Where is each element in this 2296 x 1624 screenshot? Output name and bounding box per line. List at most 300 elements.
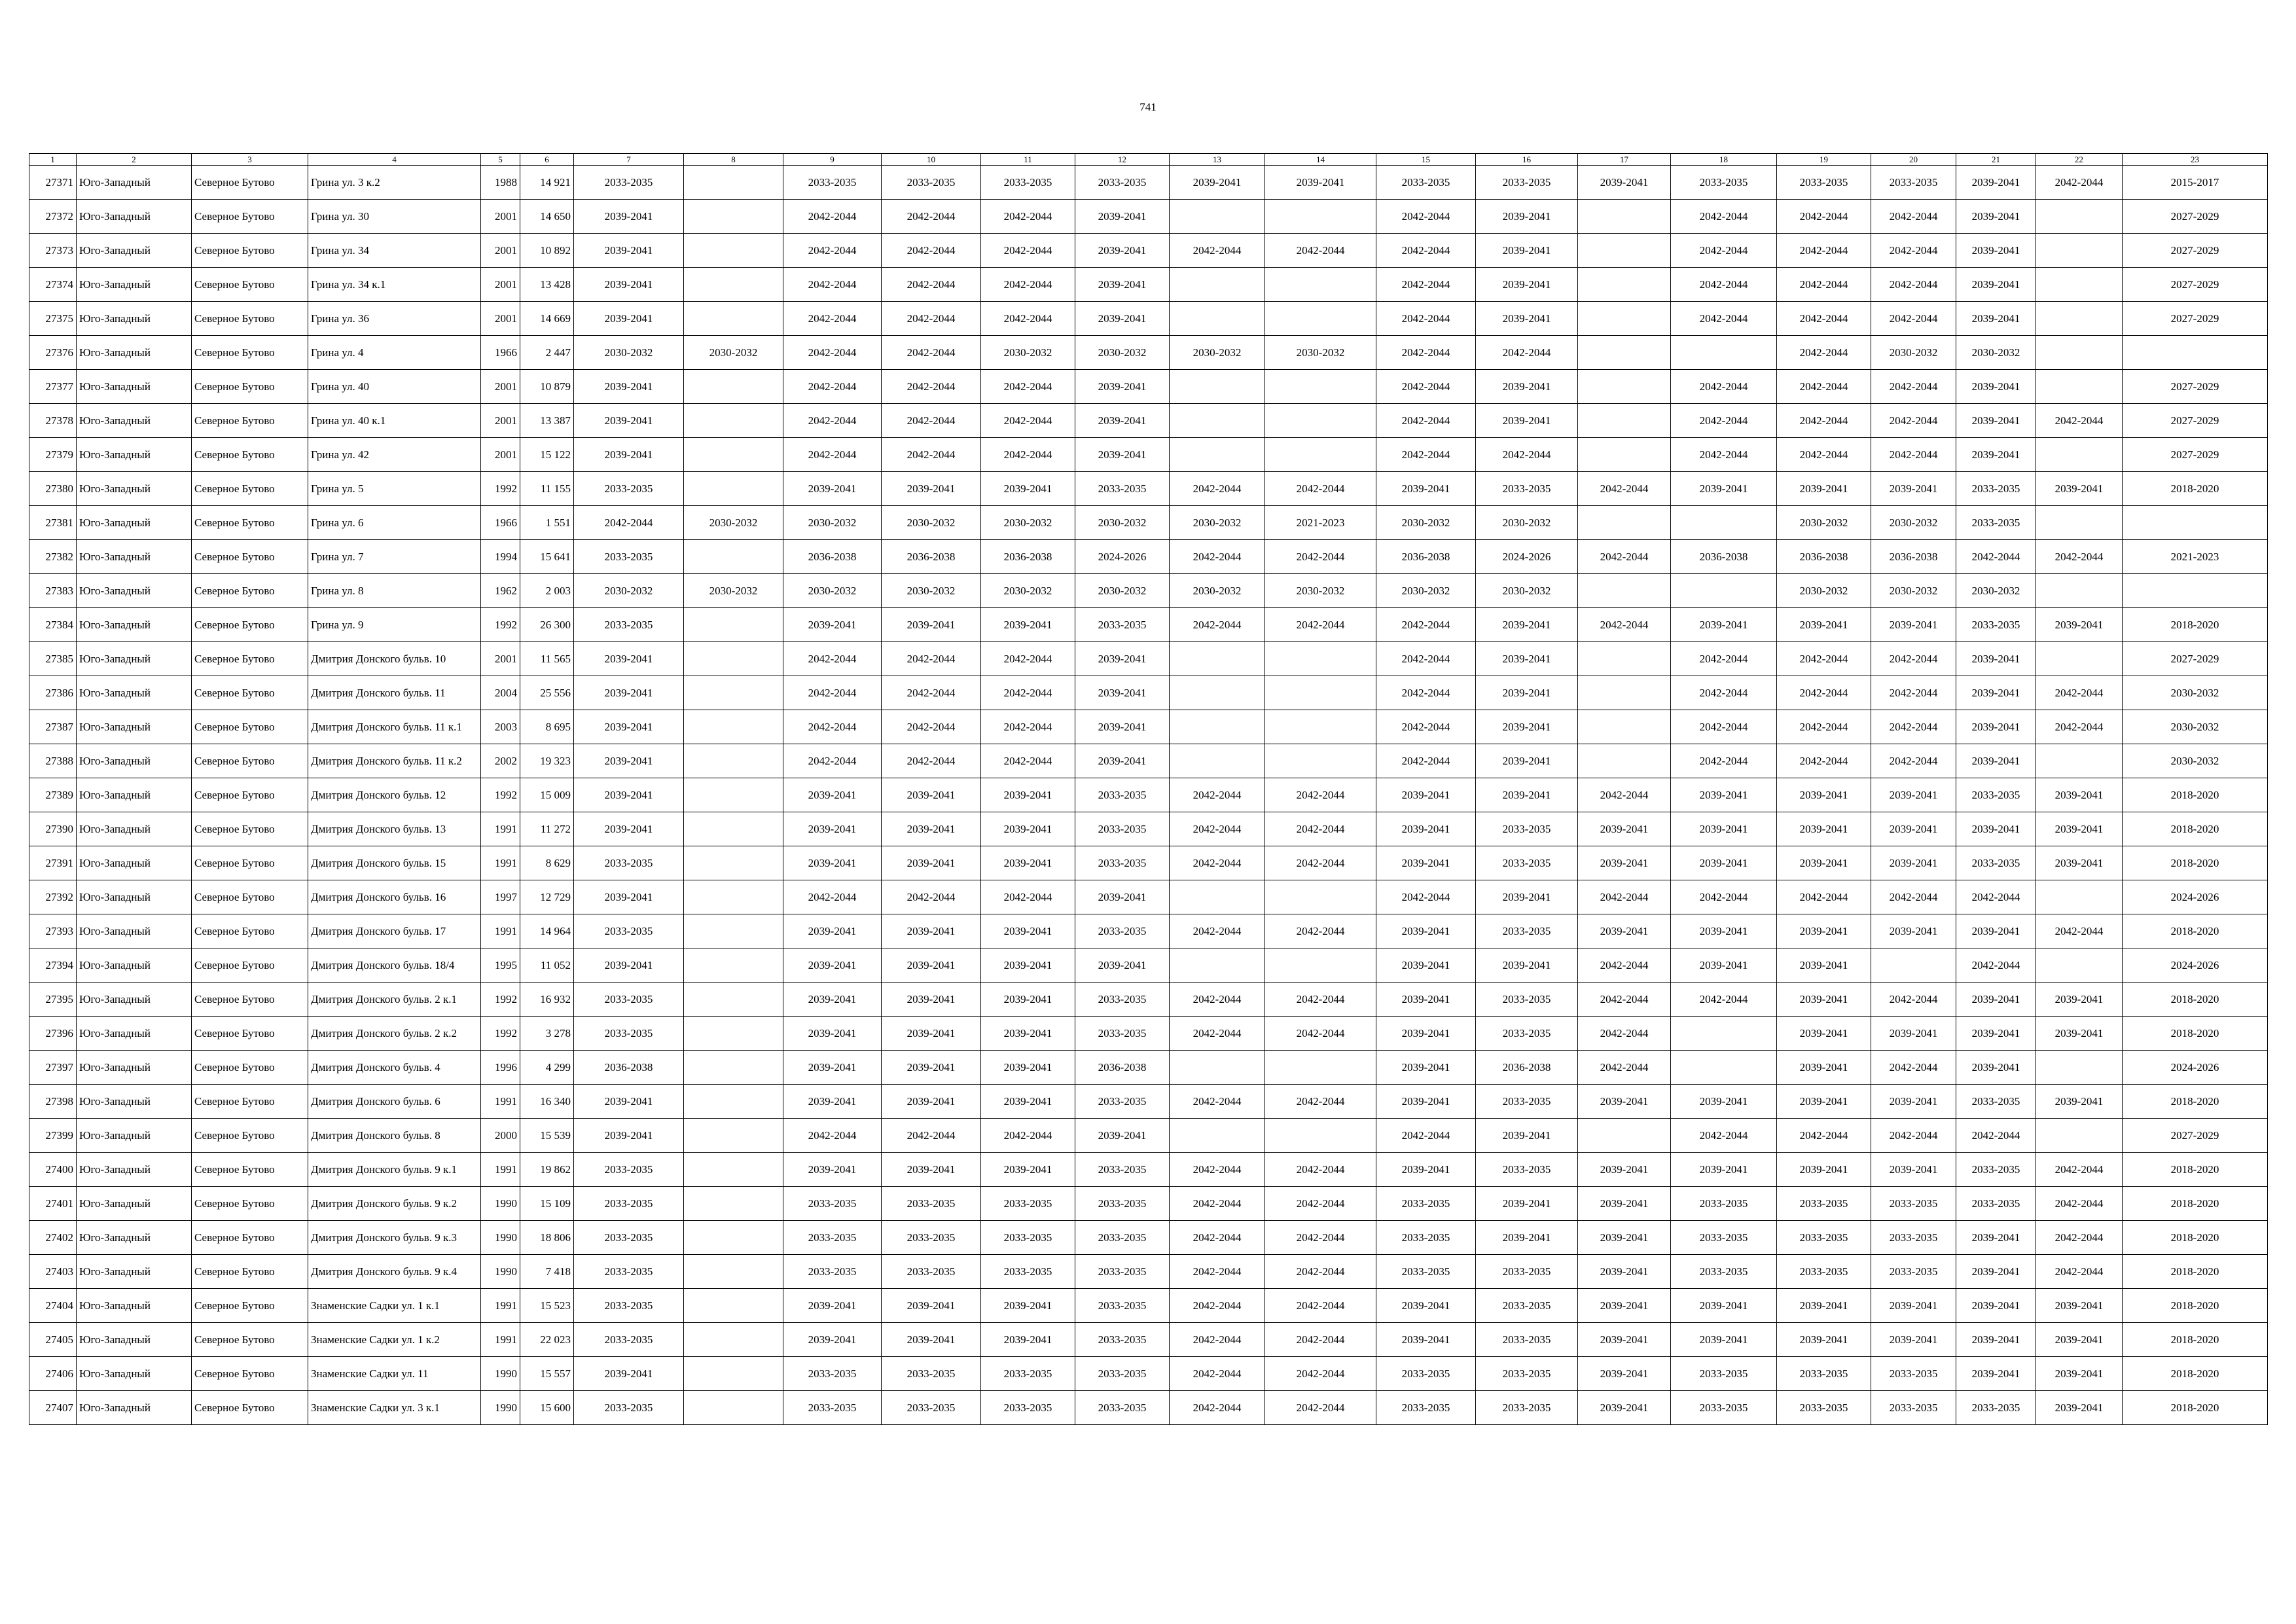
table-cell: 2042-2044 bbox=[1265, 846, 1376, 880]
table-cell: 2033-2035 bbox=[1476, 1289, 1578, 1323]
table-cell: 2039-2041 bbox=[1476, 404, 1578, 438]
table-cell: Северное Бутово bbox=[192, 506, 308, 540]
table-cell: 2000 bbox=[481, 1119, 520, 1153]
table-cell: 2024-2026 bbox=[1075, 540, 1170, 574]
table-cell: 1991 bbox=[481, 1323, 520, 1357]
table-cell: Северное Бутово bbox=[192, 846, 308, 880]
table-cell: 2042-2044 bbox=[1578, 880, 1671, 914]
table-cell: 2030-2032 bbox=[1956, 574, 2036, 608]
table-cell: 27372 bbox=[29, 200, 77, 234]
table-cell: 2042-2044 bbox=[1777, 200, 1871, 234]
table-cell bbox=[1671, 1051, 1777, 1085]
table-cell: Юго-Западный bbox=[77, 846, 192, 880]
table-cell: 2039-2041 bbox=[1075, 744, 1170, 778]
table-cell: 2039-2041 bbox=[1956, 166, 2036, 200]
table-cell: 2039-2041 bbox=[783, 1017, 882, 1051]
table-cell: 2039-2041 bbox=[2036, 608, 2123, 642]
table-cell: 2018-2020 bbox=[2123, 1221, 2268, 1255]
table-cell: 2039-2041 bbox=[574, 812, 684, 846]
table-cell: 2033-2035 bbox=[1956, 506, 2036, 540]
table-cell: 2042-2044 bbox=[981, 200, 1075, 234]
table-cell: 27398 bbox=[29, 1085, 77, 1119]
table-cell: 2039-2041 bbox=[2036, 778, 2123, 812]
table-cell: 2018-2020 bbox=[2123, 1391, 2268, 1425]
table-cell: 2033-2035 bbox=[574, 1221, 684, 1255]
table-cell: 2042-2044 bbox=[1170, 1085, 1265, 1119]
table-cell: 2042-2044 bbox=[2036, 1153, 2123, 1187]
table-cell: 2039-2041 bbox=[574, 200, 684, 234]
table-cell: 2033-2035 bbox=[1476, 983, 1578, 1017]
table-row bbox=[29, 336, 2268, 370]
table-cell: 2039-2041 bbox=[981, 472, 1075, 506]
table-row bbox=[29, 710, 2268, 744]
table-cell: Северное Бутово bbox=[192, 1187, 308, 1221]
table-cell: 2042-2044 bbox=[1265, 234, 1376, 268]
table-cell: 14 650 bbox=[520, 200, 574, 234]
table-row bbox=[29, 438, 2268, 472]
table-cell: 2039-2041 bbox=[882, 948, 981, 983]
column-number: 7 bbox=[574, 154, 684, 166]
table-cell: 2042-2044 bbox=[1170, 1153, 1265, 1187]
table-cell: 2042-2044 bbox=[1777, 744, 1871, 778]
table-row bbox=[29, 1255, 2268, 1289]
table-cell: 1990 bbox=[481, 1187, 520, 1221]
table-cell: 2030-2032 bbox=[882, 506, 981, 540]
table-cell: 2042-2044 bbox=[981, 404, 1075, 438]
table-cell: 2033-2035 bbox=[1476, 846, 1578, 880]
table-cell: 2027-2029 bbox=[2123, 438, 2268, 472]
table-cell: 2042-2044 bbox=[1777, 1119, 1871, 1153]
table-cell: 2036-2038 bbox=[1376, 540, 1476, 574]
table-cell: Дмитрия Донского бульв. 2 к.2 bbox=[308, 1017, 481, 1051]
table-cell: 2039-2041 bbox=[574, 302, 684, 336]
table-cell bbox=[684, 302, 783, 336]
column-number: 1 bbox=[29, 154, 77, 166]
table-cell: 2027-2029 bbox=[2123, 642, 2268, 676]
table-cell: 2033-2035 bbox=[1671, 166, 1777, 200]
table-cell: 27392 bbox=[29, 880, 77, 914]
table-cell bbox=[1265, 880, 1376, 914]
table-cell: 2039-2041 bbox=[1476, 302, 1578, 336]
table-cell: 2039-2041 bbox=[1578, 1255, 1671, 1289]
table-cell: 2033-2035 bbox=[981, 1187, 1075, 1221]
table-cell: 16 340 bbox=[520, 1085, 574, 1119]
table-cell bbox=[2036, 642, 2123, 676]
table-cell: 2039-2041 bbox=[1476, 744, 1578, 778]
table-cell: 2030-2032 bbox=[1075, 506, 1170, 540]
table-cell: 2042-2044 bbox=[882, 880, 981, 914]
table-cell: Юго-Западный bbox=[77, 1085, 192, 1119]
table-cell: 2030-2032 bbox=[1956, 336, 2036, 370]
table-cell: 2039-2041 bbox=[1075, 948, 1170, 983]
table-cell: 1991 bbox=[481, 812, 520, 846]
table-cell bbox=[2036, 744, 2123, 778]
table-cell: 15 109 bbox=[520, 1187, 574, 1221]
table-cell: 2039-2041 bbox=[1476, 642, 1578, 676]
table-cell: 2030-2032 bbox=[1777, 574, 1871, 608]
table-cell: 13 387 bbox=[520, 404, 574, 438]
table-cell bbox=[684, 166, 783, 200]
table-cell: 15 539 bbox=[520, 1119, 574, 1153]
table-cell: 2039-2041 bbox=[1376, 472, 1476, 506]
table-cell: Грина ул. 34 bbox=[308, 234, 481, 268]
table-cell: 2039-2041 bbox=[783, 1323, 882, 1357]
table-cell: Северное Бутово bbox=[192, 744, 308, 778]
table-cell: 2039-2041 bbox=[1671, 948, 1777, 983]
table-cell: Юго-Западный bbox=[77, 1323, 192, 1357]
table-cell: 2039-2041 bbox=[2036, 1357, 2123, 1391]
table-cell: 2033-2035 bbox=[1871, 1221, 1956, 1255]
table-cell: 2042-2044 bbox=[1265, 1221, 1376, 1255]
table-cell: 2039-2041 bbox=[981, 1051, 1075, 1085]
table-cell: 2039-2041 bbox=[1476, 710, 1578, 744]
table-cell: 2039-2041 bbox=[574, 268, 684, 302]
table-cell: 2030-2032 bbox=[684, 336, 783, 370]
table-row bbox=[29, 1187, 2268, 1221]
table-cell: 2042-2044 bbox=[1777, 438, 1871, 472]
table-cell: 2042-2044 bbox=[1777, 642, 1871, 676]
table-cell: Знаменские Садки ул. 1 к.1 bbox=[308, 1289, 481, 1323]
table-cell bbox=[1578, 744, 1671, 778]
table-cell: 2039-2041 bbox=[1578, 166, 1671, 200]
table-cell: 2042-2044 bbox=[1265, 1085, 1376, 1119]
table-cell bbox=[684, 983, 783, 1017]
table-cell: Северное Бутово bbox=[192, 983, 308, 1017]
table-cell: Северное Бутово bbox=[192, 472, 308, 506]
table-cell: 2039-2041 bbox=[1376, 846, 1476, 880]
table-cell: 19 862 bbox=[520, 1153, 574, 1187]
table-cell: 2042-2044 bbox=[1871, 676, 1956, 710]
table-cell: 2039-2041 bbox=[783, 846, 882, 880]
table-cell: 2042-2044 bbox=[2036, 914, 2123, 948]
table-cell: 2042-2044 bbox=[882, 302, 981, 336]
table-cell: 2042-2044 bbox=[1170, 1255, 1265, 1289]
table-cell: 1996 bbox=[481, 1051, 520, 1085]
table-cell: 2033-2035 bbox=[1671, 1255, 1777, 1289]
table-cell bbox=[1578, 268, 1671, 302]
table-row bbox=[29, 234, 2268, 268]
table-cell: 2033-2035 bbox=[1376, 1221, 1476, 1255]
table-cell: 2018-2020 bbox=[2123, 1085, 2268, 1119]
table-cell: 27395 bbox=[29, 983, 77, 1017]
table-cell: Юго-Западный bbox=[77, 1153, 192, 1187]
table-cell: 2039-2041 bbox=[1578, 846, 1671, 880]
table-cell: 2030-2032 bbox=[574, 336, 684, 370]
table-cell: 2042-2044 bbox=[1376, 268, 1476, 302]
table-cell: 2039-2041 bbox=[1777, 914, 1871, 948]
table-cell: 2033-2035 bbox=[1777, 166, 1871, 200]
table-cell: 2039-2041 bbox=[981, 948, 1075, 983]
table-cell: 2039-2041 bbox=[574, 370, 684, 404]
table-cell bbox=[1170, 370, 1265, 404]
table-cell bbox=[684, 1357, 783, 1391]
column-number: 6 bbox=[520, 154, 574, 166]
table-cell: 2033-2035 bbox=[1376, 166, 1476, 200]
table-row bbox=[29, 574, 2268, 608]
table-cell: 2042-2044 bbox=[783, 404, 882, 438]
table-cell: 2039-2041 bbox=[1578, 1085, 1671, 1119]
table-cell: 2039-2041 bbox=[1265, 166, 1376, 200]
table-cell: 15 009 bbox=[520, 778, 574, 812]
table-cell: 2042-2044 bbox=[1170, 1289, 1265, 1323]
table-cell: 2042-2044 bbox=[1871, 1119, 1956, 1153]
table-cell: 2042-2044 bbox=[2036, 540, 2123, 574]
table-cell: 2039-2041 bbox=[574, 744, 684, 778]
table-cell: Юго-Западный bbox=[77, 914, 192, 948]
table-cell: 2018-2020 bbox=[2123, 1357, 2268, 1391]
table-cell: 2001 bbox=[481, 268, 520, 302]
table-cell: 2039-2041 bbox=[1671, 472, 1777, 506]
table-cell: 2030-2032 bbox=[783, 574, 882, 608]
table-cell: 2033-2035 bbox=[1376, 1255, 1476, 1289]
table-cell bbox=[1265, 948, 1376, 983]
table-cell: 2039-2041 bbox=[1578, 1289, 1671, 1323]
table-cell: 2033-2035 bbox=[574, 983, 684, 1017]
table-cell: 2039-2041 bbox=[882, 1153, 981, 1187]
table-cell: 2039-2041 bbox=[1956, 234, 2036, 268]
table-cell: 2033-2035 bbox=[783, 1391, 882, 1425]
table-cell: 2039-2041 bbox=[1476, 1221, 1578, 1255]
table-cell: 1966 bbox=[481, 336, 520, 370]
table-cell: 27386 bbox=[29, 676, 77, 710]
table-cell bbox=[2123, 506, 2268, 540]
table-cell: 2033-2035 bbox=[1871, 166, 1956, 200]
table-cell: 2042-2044 bbox=[1170, 1391, 1265, 1425]
table-row bbox=[29, 302, 2268, 336]
table-cell: 2042-2044 bbox=[1777, 676, 1871, 710]
table-cell: 27374 bbox=[29, 268, 77, 302]
table-row bbox=[29, 472, 2268, 506]
column-number: 11 bbox=[981, 154, 1075, 166]
table-cell: 2018-2020 bbox=[2123, 1153, 2268, 1187]
table-row bbox=[29, 914, 2268, 948]
table-cell: 2033-2035 bbox=[1956, 608, 2036, 642]
table-cell: 2021-2023 bbox=[2123, 540, 2268, 574]
table-cell: Юго-Западный bbox=[77, 438, 192, 472]
table-cell: 2033-2035 bbox=[1956, 1085, 2036, 1119]
table-cell: 2039-2041 bbox=[783, 983, 882, 1017]
table-cell bbox=[1578, 574, 1671, 608]
table-cell bbox=[1578, 200, 1671, 234]
table-cell: 2039-2041 bbox=[574, 710, 684, 744]
table-cell: 1992 bbox=[481, 983, 520, 1017]
table-cell: 2042-2044 bbox=[783, 642, 882, 676]
table-cell: 15 122 bbox=[520, 438, 574, 472]
table-cell: 18 806 bbox=[520, 1221, 574, 1255]
table-cell: Грина ул. 6 bbox=[308, 506, 481, 540]
table-cell: 11 155 bbox=[520, 472, 574, 506]
table-cell: Грина ул. 34 к.1 bbox=[308, 268, 481, 302]
table-cell: 2033-2035 bbox=[783, 1187, 882, 1221]
table-cell: Юго-Западный bbox=[77, 744, 192, 778]
table-cell: 1990 bbox=[481, 1357, 520, 1391]
table-cell: 2033-2035 bbox=[1075, 472, 1170, 506]
table-cell: 2042-2044 bbox=[981, 642, 1075, 676]
table-cell: 2042-2044 bbox=[1265, 1289, 1376, 1323]
table-cell: 2018-2020 bbox=[2123, 914, 2268, 948]
table-cell: 2042-2044 bbox=[1777, 302, 1871, 336]
table-cell: Юго-Западный bbox=[77, 1357, 192, 1391]
table-cell: 2042-2044 bbox=[1956, 1119, 2036, 1153]
table-cell: 2030-2032 bbox=[1376, 506, 1476, 540]
table-cell: 2042-2044 bbox=[1170, 914, 1265, 948]
table-cell: 2018-2020 bbox=[2123, 1323, 2268, 1357]
table-cell: Грина ул. 8 bbox=[308, 574, 481, 608]
table-cell: 2 003 bbox=[520, 574, 574, 608]
table-cell bbox=[684, 1255, 783, 1289]
table-cell: 2039-2041 bbox=[882, 1085, 981, 1119]
table-cell: 2039-2041 bbox=[1777, 608, 1871, 642]
table-cell: 2039-2041 bbox=[882, 1017, 981, 1051]
table-cell: 2042-2044 bbox=[1671, 983, 1777, 1017]
table-cell: Дмитрия Донского бульв. 15 bbox=[308, 846, 481, 880]
table-cell bbox=[684, 914, 783, 948]
table-cell: 2036-2038 bbox=[783, 540, 882, 574]
table-cell: 2042-2044 bbox=[1871, 438, 1956, 472]
table-cell: 2042-2044 bbox=[1671, 268, 1777, 302]
table-cell: 2042-2044 bbox=[981, 710, 1075, 744]
table-cell: 2042-2044 bbox=[1956, 880, 2036, 914]
table-cell: 2042-2044 bbox=[1777, 370, 1871, 404]
table-cell: 2039-2041 bbox=[2036, 983, 2123, 1017]
table-cell: 2042-2044 bbox=[783, 370, 882, 404]
table-cell: 1 551 bbox=[520, 506, 574, 540]
table-cell: 2042-2044 bbox=[1170, 234, 1265, 268]
table-cell bbox=[1671, 1017, 1777, 1051]
table-cell: 2036-2038 bbox=[1476, 1051, 1578, 1085]
table-cell: 2033-2035 bbox=[1075, 914, 1170, 948]
table-cell: 2039-2041 bbox=[981, 846, 1075, 880]
table-cell bbox=[1578, 438, 1671, 472]
table-cell: 27390 bbox=[29, 812, 77, 846]
table-cell bbox=[1265, 370, 1376, 404]
table-cell: 2042-2044 bbox=[783, 200, 882, 234]
table-row bbox=[29, 676, 2268, 710]
table-cell: 2027-2029 bbox=[2123, 404, 2268, 438]
table-cell: 2042-2044 bbox=[1265, 1187, 1376, 1221]
table-row bbox=[29, 1323, 2268, 1357]
table-cell: 2039-2041 bbox=[1075, 1119, 1170, 1153]
table-cell bbox=[684, 234, 783, 268]
table-cell: 2039-2041 bbox=[882, 1289, 981, 1323]
table-cell: 2042-2044 bbox=[1376, 608, 1476, 642]
table-cell: 2039-2041 bbox=[1956, 1051, 2036, 1085]
table-cell: 2039-2041 bbox=[1476, 370, 1578, 404]
table-cell: 2039-2041 bbox=[1777, 472, 1871, 506]
table-cell: 2042-2044 bbox=[1170, 1017, 1265, 1051]
table-cell: 2039-2041 bbox=[1777, 778, 1871, 812]
table-cell: 2039-2041 bbox=[1777, 1085, 1871, 1119]
table-cell: 10 879 bbox=[520, 370, 574, 404]
table-cell: 27379 bbox=[29, 438, 77, 472]
table-cell bbox=[2036, 336, 2123, 370]
table-cell: 2033-2035 bbox=[783, 1255, 882, 1289]
table-cell: Северное Бутово bbox=[192, 1085, 308, 1119]
table-cell: Северное Бутово bbox=[192, 948, 308, 983]
table-cell: 2033-2035 bbox=[882, 1255, 981, 1289]
table-cell: 2033-2035 bbox=[574, 608, 684, 642]
table-cell: 2030-2032 bbox=[1777, 506, 1871, 540]
table-cell: 2042-2044 bbox=[1170, 983, 1265, 1017]
table-cell bbox=[1578, 642, 1671, 676]
table-cell bbox=[1265, 200, 1376, 234]
table-cell: 2039-2041 bbox=[1376, 1051, 1476, 1085]
table-cell: 2033-2035 bbox=[1671, 1391, 1777, 1425]
table-cell: 2033-2035 bbox=[882, 1221, 981, 1255]
table-cell: 2039-2041 bbox=[1956, 710, 2036, 744]
table-cell: 27403 bbox=[29, 1255, 77, 1289]
table-cell: 2033-2035 bbox=[1476, 1017, 1578, 1051]
table-cell: Грина ул. 7 bbox=[308, 540, 481, 574]
table-cell: 2033-2035 bbox=[574, 1187, 684, 1221]
table-cell: 2042-2044 bbox=[1376, 710, 1476, 744]
table-cell: 2042-2044 bbox=[1376, 234, 1476, 268]
table-cell: Грина ул. 9 bbox=[308, 608, 481, 642]
table-cell: Грина ул. 4 bbox=[308, 336, 481, 370]
table-cell: 2042-2044 bbox=[1265, 540, 1376, 574]
table-cell: Дмитрия Донского бульв. 10 bbox=[308, 642, 481, 676]
table-cell: 2039-2041 bbox=[1671, 812, 1777, 846]
table-cell: Юго-Западный bbox=[77, 1119, 192, 1153]
table-cell: 2039-2041 bbox=[981, 778, 1075, 812]
table-cell: Северное Бутово bbox=[192, 1255, 308, 1289]
table-cell: 1991 bbox=[481, 846, 520, 880]
table-cell: 2027-2029 bbox=[2123, 234, 2268, 268]
table-cell: 2042-2044 bbox=[1265, 983, 1376, 1017]
table-cell: 27396 bbox=[29, 1017, 77, 1051]
table-cell: 2030-2032 bbox=[684, 506, 783, 540]
table-cell: 8 695 bbox=[520, 710, 574, 744]
table-cell: 2039-2041 bbox=[1871, 914, 1956, 948]
table-cell: Юго-Западный bbox=[77, 948, 192, 983]
table-cell: 2001 bbox=[481, 234, 520, 268]
table-cell: 2039-2041 bbox=[574, 1357, 684, 1391]
table-cell: 2042-2044 bbox=[1265, 1357, 1376, 1391]
table-cell: 2039-2041 bbox=[574, 676, 684, 710]
table-cell bbox=[1578, 370, 1671, 404]
table-cell: Северное Бутово bbox=[192, 302, 308, 336]
table-cell: 2042-2044 bbox=[1170, 608, 1265, 642]
table-cell: 2030-2032 bbox=[1265, 574, 1376, 608]
table-cell: 2033-2035 bbox=[574, 1391, 684, 1425]
table-cell bbox=[1265, 268, 1376, 302]
table-cell: 2033-2035 bbox=[1075, 608, 1170, 642]
table-cell: 27399 bbox=[29, 1119, 77, 1153]
table-cell: 2033-2035 bbox=[1476, 1391, 1578, 1425]
table-cell bbox=[684, 1153, 783, 1187]
table-cell: 2039-2041 bbox=[1871, 1323, 1956, 1357]
table-cell: 2033-2035 bbox=[574, 472, 684, 506]
table-cell: Дмитрия Донского бульв. 13 bbox=[308, 812, 481, 846]
table-cell: Юго-Западный bbox=[77, 302, 192, 336]
table-cell: 2042-2044 bbox=[1871, 404, 1956, 438]
table-cell: 2039-2041 bbox=[1476, 608, 1578, 642]
table-cell: 2024-2026 bbox=[1476, 540, 1578, 574]
table-cell: Юго-Западный bbox=[77, 812, 192, 846]
table-cell: 2042-2044 bbox=[1871, 200, 1956, 234]
table-cell bbox=[684, 676, 783, 710]
table-cell: 2042-2044 bbox=[1170, 540, 1265, 574]
table-cell bbox=[2036, 302, 2123, 336]
table-cell bbox=[1170, 438, 1265, 472]
table-cell: Северное Бутово bbox=[192, 268, 308, 302]
table-cell: 2042-2044 bbox=[1265, 608, 1376, 642]
table-row bbox=[29, 1051, 2268, 1085]
table-cell: 2033-2035 bbox=[1476, 914, 1578, 948]
table-cell: 2033-2035 bbox=[1075, 1187, 1170, 1221]
table-cell: 2024-2026 bbox=[2123, 880, 2268, 914]
table-cell: Юго-Западный bbox=[77, 642, 192, 676]
